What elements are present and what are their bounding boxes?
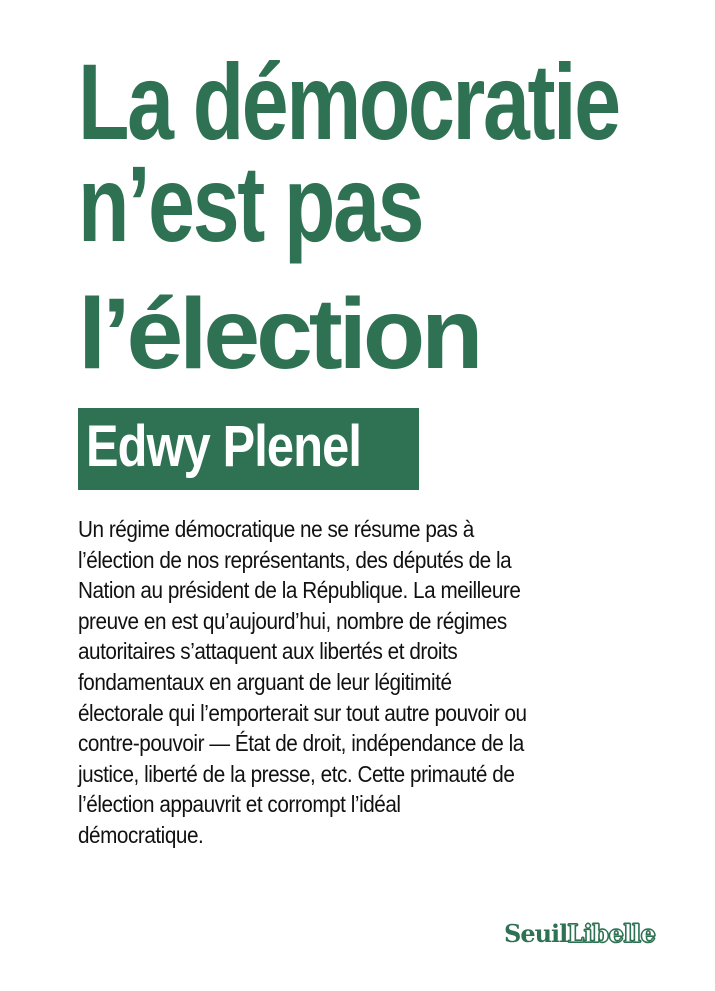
blurb-line: l’élection appauvrit et corrompt l’idéal [78,791,401,818]
blurb-line: Nation au président de la République. La meilleure [78,577,521,604]
blurb-line: autoritaires s’attaquent aux libertés et droits [78,638,458,665]
publisher-logo [504,917,655,951]
blurb-line: électorale qui l’emporterait sur tout autre pouvoir ou [78,699,527,726]
blurb-line: preuve en est qu’aujourd’hui, nombre de régimes [78,607,507,634]
author-banner [78,408,419,490]
blurb-line: Un régime démocratique ne se résume pas à [78,516,474,542]
title-line-1: La démocratie [78,41,619,162]
title-line-3: l’élection [78,278,480,390]
blurb-paragraph [78,514,698,851]
publisher-logo-seuil: Seuil [504,919,568,948]
title-line-2: n’est pas [78,143,423,264]
blurb-line: contre-pouvoir — État de droit, indépendance de la [78,730,524,757]
author-name: Edwy Plenel [86,414,362,479]
blurb-line: l’élection de nos représentants, des députés de la [78,546,512,573]
blurb-line: démocratique. [78,821,204,848]
publisher-logo-libelle: Libelle [567,919,656,948]
blurb-line: justice, liberté de la presse, etc. Cette primauté de [78,760,515,787]
blurb-line: fondamentaux en arguant de leur légitimité [78,668,452,695]
